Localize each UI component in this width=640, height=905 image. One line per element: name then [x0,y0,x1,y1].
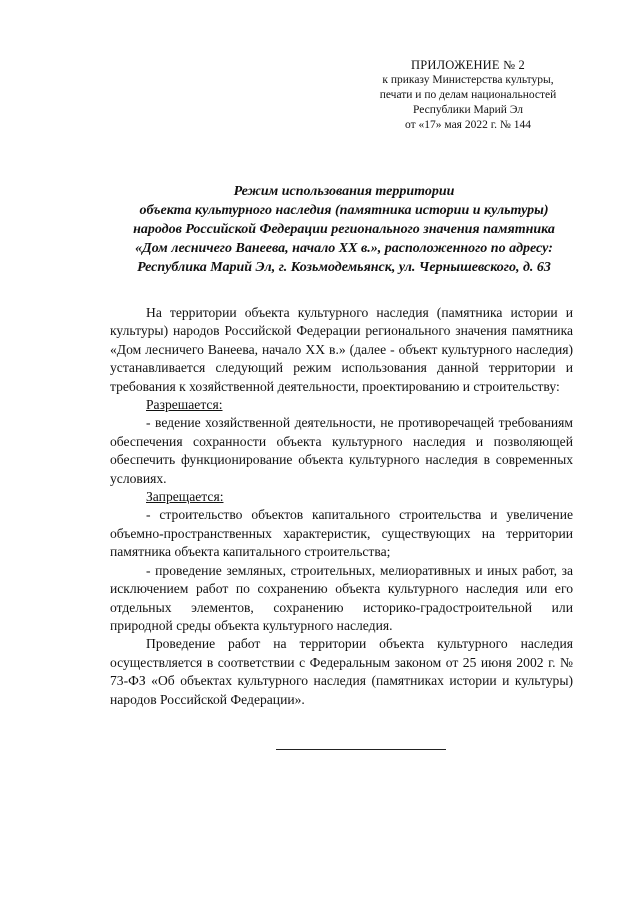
title-line: объекта культурного наследия (памятника истории и культуры) [139,203,549,218]
forbidden-item: - проведение земляных, строительных, мелиоративных и иных работ, за исключением работ по сохранению объекта культурного наследия или его отдельных элементов, сохранению историко-градостроительной или природной среды объекта культурного наследия. [110,562,573,633]
forbidden-item: - строительство объектов капитального строительства и увеличение объемно-пространственных характеристик, существующих на территории памятника объекта капитального строительства; [110,507,573,560]
closing-paragraph: Проведение работ на территории объекта культурного наследия осуществляется в соответствии с Федеральным законом от 25 июня 2002 г. № 73-ФЗ «Об объектах культурного наследия (памятниках истории и культуры) народов Российской Федерации». [110,636,573,707]
title-line: Режим использования территории [233,184,455,199]
forbidden-label: Запрещается: [146,489,224,505]
title-line: «Дом лесничего Ванеева, начало XX в.», расположенного по адресу: [135,241,553,256]
appendix-header [360,58,576,133]
appendix-line: к приказу Министерства культуры, [382,74,554,86]
document-title [96,182,592,277]
closing-divider [276,749,446,750]
appendix-title: ПРИЛОЖЕНИЕ № 2 [411,58,525,72]
appendix-line: Республики Марий Эл [412,104,523,116]
document-body [110,304,573,709]
title-line: Республика Марий Эл, г. Козьмодемьянск, ул. Чернышевского, д. 63 [137,260,551,275]
appendix-line: печати и по делам национальностей [379,89,557,101]
allowed-label: Разрешается: [146,397,223,413]
appendix-line: от «17» мая 2022 г. № 144 [405,119,531,131]
title-line: народов Российской Федерации регионального значения памятника [133,222,555,237]
allowed-item: - ведение хозяйственной деятельности, не противоречащей требованиям обеспечения сохранности объекта культурного наследия и позволяющей обеспечить функционирование объекта культурного наследия в современных условиях. [110,415,573,486]
intro-paragraph: На территории объекта культурного наследия (памятника истории и культуры) народов Российской Федерации регионального значения памятника «Дом лесничего Ванеева, начало XX в.» (далее - объект культурного наследия) устанавливается следующий режим использования данной территории и требования к хозяйственной деятельности, проектированию и строительству: [110,305,573,394]
